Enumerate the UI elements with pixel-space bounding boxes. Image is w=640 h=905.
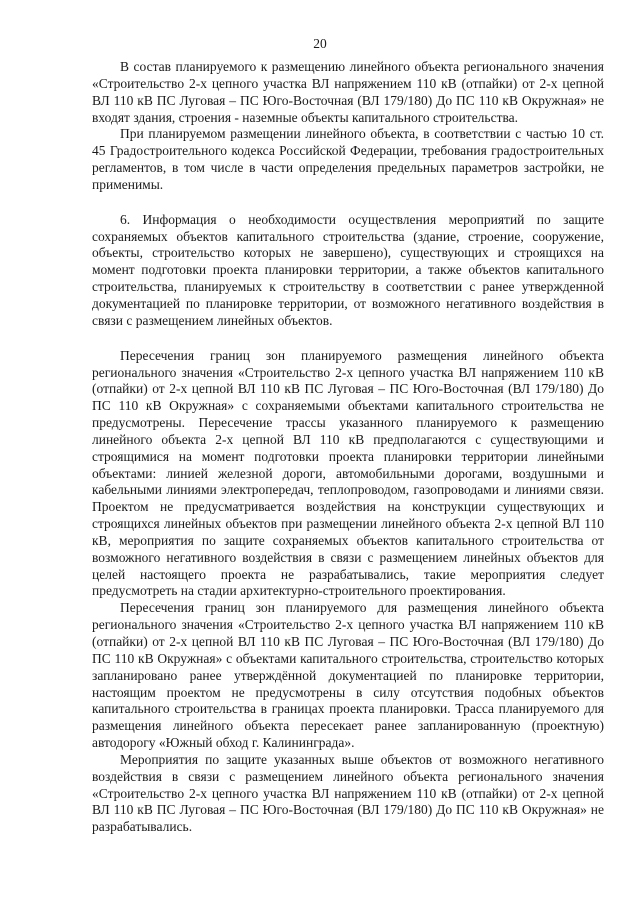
paragraph-composition: В состав планируемого к размещению линейного объекта регионального значения «Строительство 2-х цепного участка ВЛ напряжением 110 кВ (отпайки) от 2-х цепной ВЛ 110 кВ ПС Луговая – ПС Юго-Восточная (ВЛ 179/180) До ПС 110 кВ Окружная» не входят здания, строения - наземные объекты капитального строительства. xyxy=(92,59,604,125)
paragraph-intersections-planned: Пересечения границ зон планируемого для размещения линейного объекта регионального значения «Строительство 2-х цепного участка ВЛ напряжением 110 кВ (отпайки) от 2-х цепной ВЛ 110 кВ ПС Луговая – ПС Юго-Восточная (ВЛ 179/180) До ПС 110 кВ Окружная» с объектами капитального строительства, строительство которых запланировано ранее утверждённой документацией по планировке территории, настоящим проектом не предусмотрены в силу отсутствия подобных объектов капитального строительства в границах проекта планировки. Трасса планируемого для размещения линейного объекта пересекает ранее запланированную (проектную) автодорогу «Южный обход г. Калининграда». xyxy=(92,600,604,751)
section-6-heading-paragraph: 6. Информация о необходимости осуществления мероприятий по защите сохраняемых объектов капитального строительства (здание, строение, сооружение, объекты, строительство которых не завершено), существующих и строящихся на момент подготовки проекта планировки территории, а также объектов капитального строительства, планируемых к строительству в соответствии с ранее утвержденной документацией по планировке территории, от возможного негативного воздействия в связи с размещением линейных объектов. xyxy=(92,211,604,328)
section-gap xyxy=(92,194,604,212)
page-number: 20 xyxy=(313,36,327,51)
paragraph-regulations: При планируемом размещении линейного объекта, в соответствии с частью 10 ст. 45 Градостроительного кодекса Российской Федерации, требования градостроительных регламентов, в том числе в части определения предельных параметров застройки, не применимы. xyxy=(92,126,604,192)
document-body xyxy=(92,59,604,836)
paragraph-intersections-existing: Пересечения границ зон планируемого размещения линейного объекта регионального значения «Строительство 2-х цепного участка ВЛ напряжением 110 кВ (отпайки) от 2-х цепной ВЛ 110 кВ ПС Луговая – ПС Юго-Восточная (ВЛ 179/180) До ПС 110 кВ Окружная» с сохраняемыми объектами капитального строительства не предусмотрены. Пересечение трассы указанного планируемого к размещению линейного объекта 2-х цепной ВЛ 110 кВ предполагаются с существующими и строящимися на момент подготовки проекта планировки территории линейными объектами: линией железной дороги, автомобильными дорогами, воздушными и кабельными линиями электропередач, теплопроводом, газопроводами и линиями связи. Проектом не предусматривается воздействия на конструкции существующих и строящихся линейных объектов при размещении линейного объекта 2-х цепной ВЛ 110 кВ, мероприятия по защите сохраняемых объектов капитального строительства от возможного негативного воздействия в связи с размещением линейных объектов для целей настоящего проекта не разрабатывались, такие мероприятия следует предусмотреть на стадии архитектурно-строительного проектирования. xyxy=(92,347,604,599)
paragraph-protection-measures: Мероприятия по защите указанных выше объектов от возможного негативного воздействия в связи с размещением линейного объекта регионального значения «Строительство 2-х цепного участка ВЛ напряжением 110 кВ (отпайки) от 2-х цепной ВЛ 110 кВ ПС Луговая – ПС Юго-Восточная (ВЛ 179/180) До ПС 110 кВ Окружная» не разрабатывались. xyxy=(92,751,604,835)
section-gap xyxy=(92,330,604,348)
